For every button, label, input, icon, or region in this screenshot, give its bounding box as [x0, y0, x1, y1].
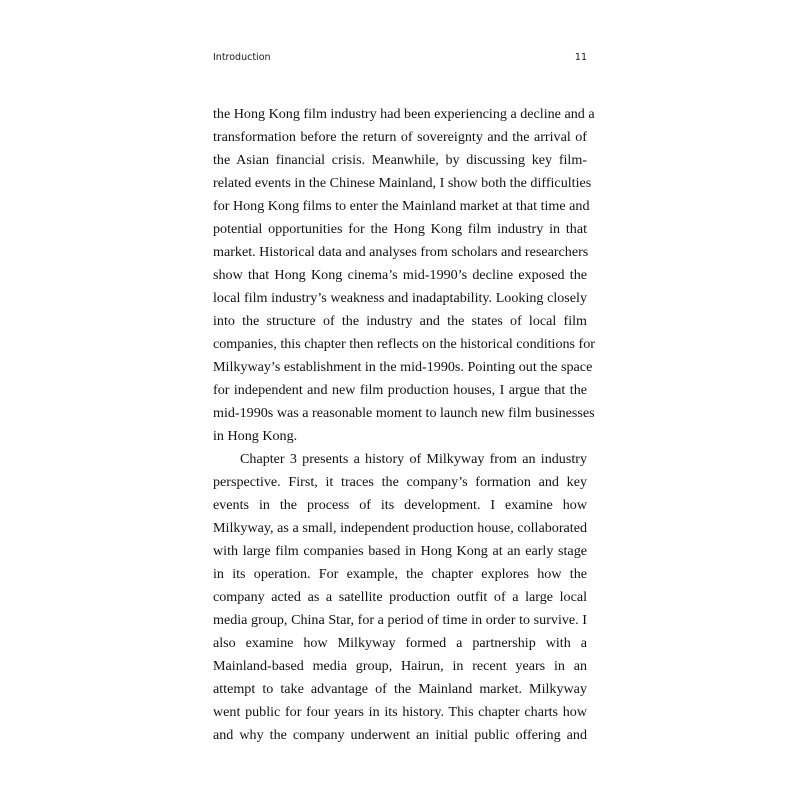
text-line: Mainland-based media group, Hairun, in recent years in an	[213, 658, 587, 674]
text-line: related events in the Chinese Mainland, I show both the difficulties	[213, 175, 592, 191]
text-line: market. Historical data and analyses from scholars and researchers	[213, 244, 589, 260]
text-line: for Hong Kong films to enter the Mainland market at that time and	[213, 198, 590, 214]
text-line: and why the company underwent an initial public offering and	[213, 727, 587, 743]
running-header	[213, 52, 587, 66]
text-line: with large film companies based in Hong Kong at an early stage	[213, 543, 587, 559]
text-line: Milkyway, as a small, independent production house, collaborated	[213, 520, 587, 536]
text-line: perspective. First, it traces the company’s formation and key	[213, 474, 587, 490]
text-line: local film industry’s weakness and inadaptability. Looking closely	[213, 290, 587, 306]
text-line: companies, this chapter then reflects on the historical conditions for	[213, 336, 595, 352]
text-line: mid-1990s was a reasonable moment to launch new film businesses	[213, 405, 595, 421]
text-line: potential opportunities for the Hong Kong film industry in that	[213, 221, 587, 237]
body-text	[213, 103, 595, 747]
paragraph-last-line: in Hong Kong.	[213, 428, 298, 444]
text-line: media group, China Star, for a period of time in order to survive. I	[213, 612, 587, 628]
text-line: the Hong Kong film industry had been experiencing a decline and a	[213, 106, 595, 122]
text-line: also examine how Milkyway formed a partnership with a	[213, 635, 587, 651]
section-title: Introduction	[213, 52, 271, 63]
text-line: the Asian financial crisis. Meanwhile, by discussing key film-	[213, 152, 587, 168]
text-line: Milkyway’s establishment in the mid-1990s. Pointing out the space	[213, 359, 593, 375]
page-number: 11	[574, 52, 587, 63]
paragraph-first-line: Chapter 3 presents a history of Milkyway from an industry	[240, 451, 587, 467]
text-line: went public for four years in its history. This chapter charts how	[213, 704, 587, 720]
text-line: for independent and new film production houses, I argue that the	[213, 382, 587, 398]
text-line: attempt to take advantage of the Mainland market. Milkyway	[213, 681, 587, 697]
text-line: transformation before the return of sovereignty and the arrival of	[213, 129, 587, 145]
text-line: events in the process of its development. I examine how	[213, 497, 587, 513]
text-line: show that Hong Kong cinema’s mid-1990’s decline exposed the	[213, 267, 587, 283]
text-line: into the structure of the industry and the states of local film	[213, 313, 587, 329]
text-line: company acted as a satellite production outfit of a large local	[213, 589, 587, 605]
text-line: in its operation. For example, the chapter explores how the	[213, 566, 587, 582]
